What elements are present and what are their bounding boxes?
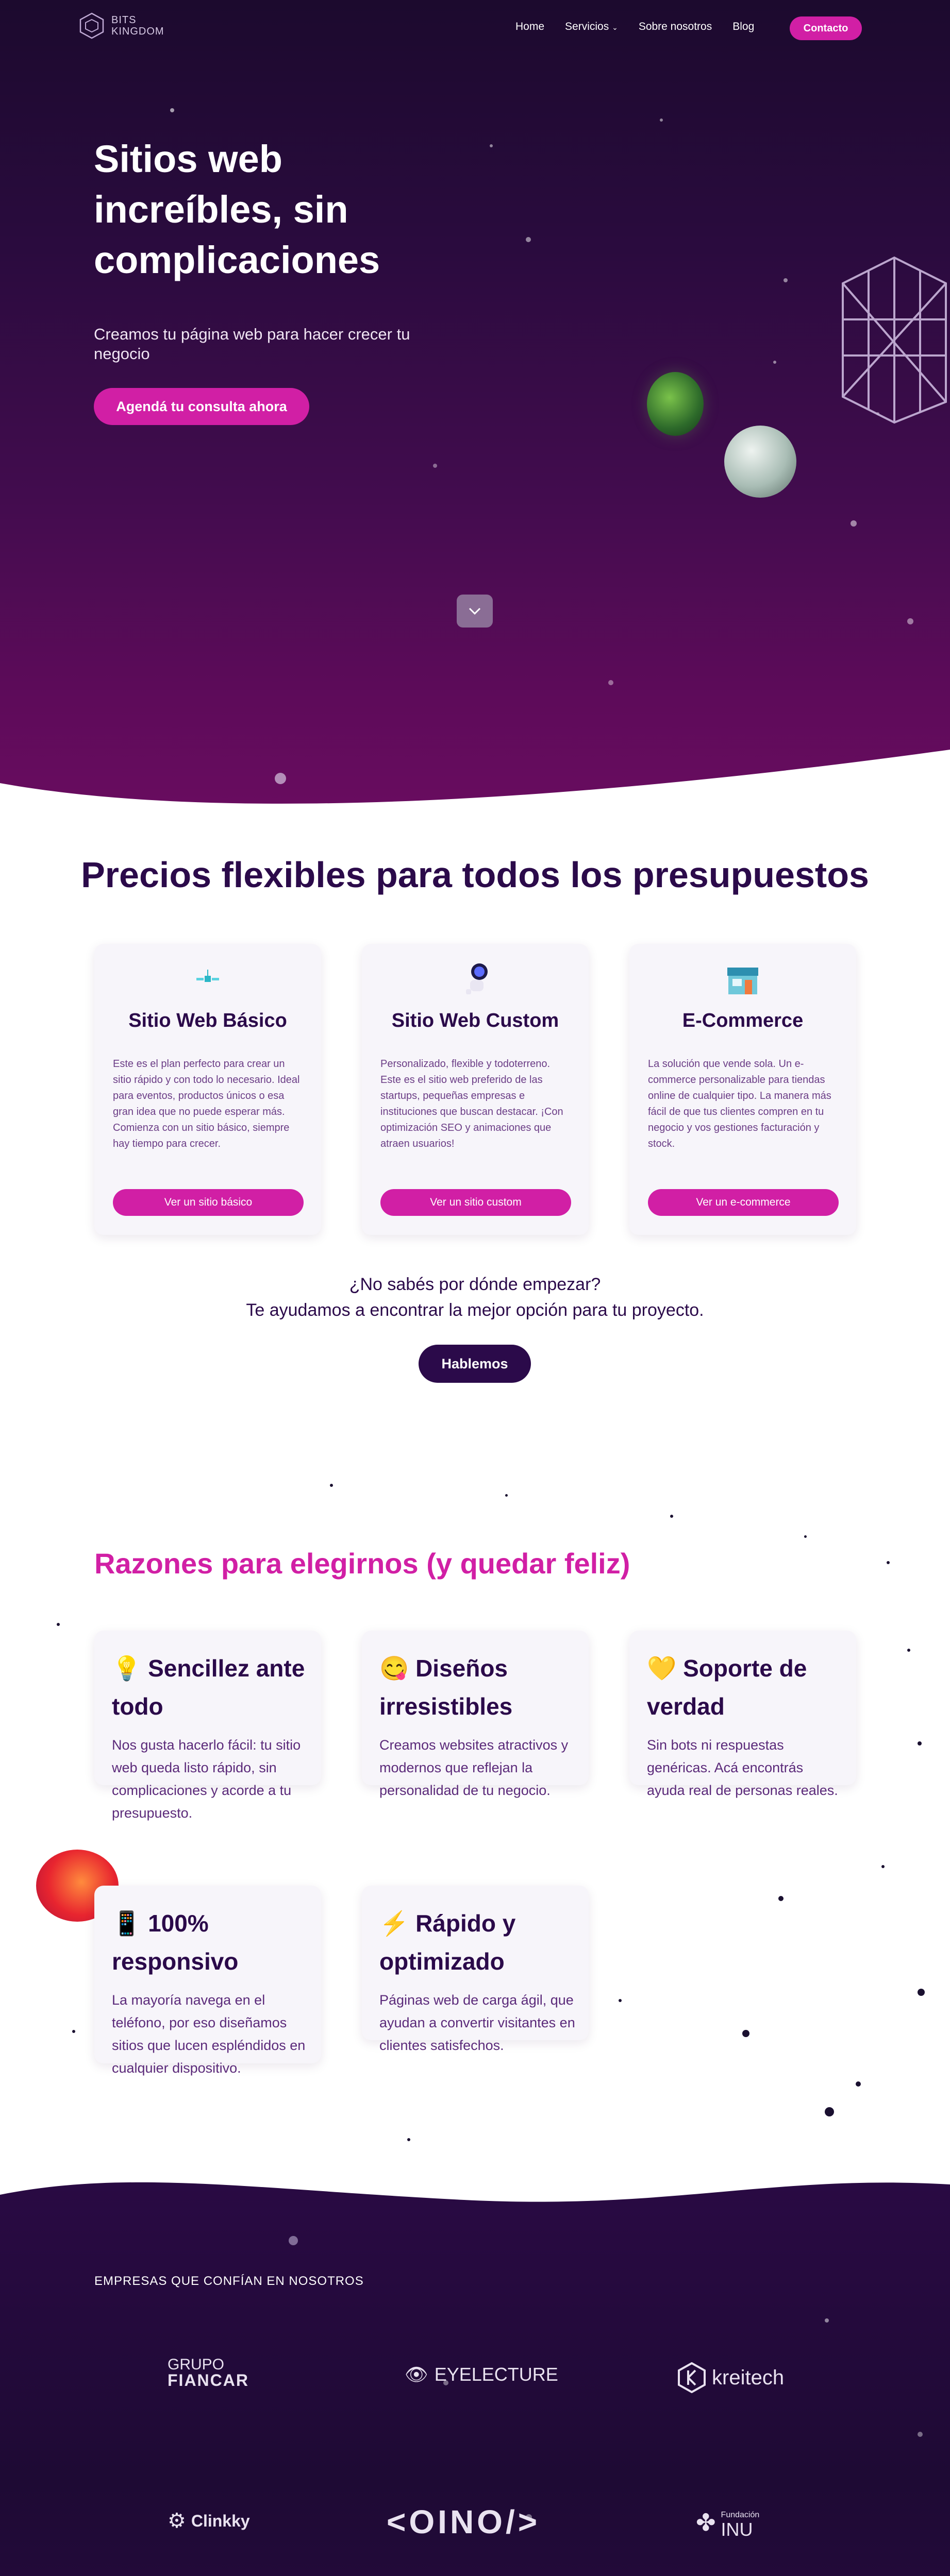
reason-card-support [629, 1631, 856, 1798]
view-ecommerce-button[interactable]: Ver un e-commerce [648, 1189, 839, 1216]
logo[interactable] [77, 11, 164, 40]
logo-line: INU [721, 2519, 753, 2540]
reason-title [379, 1649, 575, 1725]
client-logo-clinkky [168, 2509, 250, 2533]
reason-card-speed [362, 1886, 589, 2053]
hero-wave-divider [0, 747, 950, 824]
reason-title-text: Diseños irresistibles [379, 1655, 513, 1720]
eye-icon: 👁 [405, 2364, 428, 2385]
logo-text: <OINO/> [387, 2503, 541, 2540]
star [784, 278, 788, 282]
view-basic-site-button[interactable]: Ver un sitio básico [113, 1189, 304, 1216]
star [851, 520, 857, 527]
logo-line2: KINGDOM [111, 26, 164, 37]
wireframe-cube-image [838, 252, 950, 428]
card-text: Personalizado, flexible y todoterreno. Este es el sitio web preferido de las startups, pequeñas empresas e instituciones que buscan destacar. ¡Con optimización SEO y animaciones que atraen usuarios! [380, 1058, 563, 1149]
star [275, 773, 286, 784]
yellow-heart-icon: 💛 [647, 1655, 677, 1682]
reasons-wave-divider [0, 2164, 950, 2226]
reasons-section [0, 1432, 950, 2236]
reason-text: Nos gusta hacerlo fácil: tu sitio web queda listo rápido, sin complicaciones y acorde a tu presupuesto. [112, 1737, 301, 1821]
chevron-down-icon: ⌄ [612, 23, 618, 31]
star [490, 144, 493, 147]
card-title: E-Commerce [682, 1010, 804, 1031]
star [881, 1865, 885, 1868]
hexagon-k-icon [678, 2362, 706, 2393]
hero-subtitle: Creamos tu página web para hacer crecer tu negocio [94, 325, 410, 363]
store-icon [725, 963, 760, 996]
star [289, 2236, 298, 2245]
star [918, 2432, 923, 2437]
hero-title: Sitios web increíbles, sin complicaciones [94, 138, 380, 281]
star [660, 118, 663, 122]
star [742, 2030, 749, 2037]
logo-line: Fundación [721, 2511, 760, 2519]
star [804, 1535, 807, 1538]
reason-title [112, 1904, 308, 1980]
star [856, 2081, 861, 2087]
scroll-down-button[interactable] [457, 595, 493, 628]
moon-planet-image [724, 426, 796, 498]
star [170, 108, 174, 112]
astronaut-icon [460, 960, 493, 997]
client-logo-oino [387, 2503, 540, 2541]
help-line-2: Te ayudamos a encontrar la mejor opción para tu proyecto. [246, 1300, 704, 1320]
lightning-icon: ⚡ [379, 1910, 409, 1937]
star [407, 2138, 410, 2141]
logo-line: GRUPO [168, 2356, 225, 2373]
logo-text: kreitech [712, 2366, 785, 2389]
star [330, 1484, 333, 1487]
lets-talk-button[interactable]: Hablemos [419, 1345, 531, 1383]
logo-line1: BITS [111, 14, 137, 26]
pricing-card-basic [94, 944, 321, 1235]
nav-item-sobre-nosotros[interactable]: Sobre nosotros [638, 21, 712, 32]
reason-title-text: 100% responsivo [112, 1910, 239, 1975]
reason-text: Creamos websites atractivos y modernos que reflejan la personalidad de tu negocio. [379, 1737, 569, 1798]
star [825, 2107, 834, 2116]
logo-text: Clinkky [191, 2511, 250, 2530]
reason-title [647, 1649, 843, 1725]
nav-item-servicios-label: Servicios [565, 21, 609, 32]
reason-title-text: Rápido y optimizado [379, 1910, 516, 1975]
star [887, 1561, 890, 1564]
card-title: Sitio Web Básico [128, 1010, 287, 1031]
star [773, 361, 776, 364]
chevron-down-icon [468, 606, 482, 616]
reason-text: La mayoría navega en el teléfono, por eso diseñamos sitios que lucen espléndidos en cualquier dispositivo. [112, 1992, 306, 2076]
reason-title-text: Sencillez ante todo [112, 1655, 305, 1720]
hero-section [0, 0, 950, 824]
green-planet-image [647, 372, 704, 436]
dark-section [0, 2164, 950, 2576]
star [918, 1989, 925, 1996]
star [907, 618, 913, 624]
card-text: La solución que vende sola. Un e-commerce personalizable para tiendas online de cualquier tipo. La manera más fácil de que tus clientes compren en tu negocio y vos gestiones facturación y stock. [648, 1058, 831, 1149]
gear-icon: ⚙ [168, 2510, 186, 2532]
star [608, 680, 613, 685]
star [825, 2318, 829, 2323]
help-line-1: ¿No sabés por dónde empezar? [349, 1275, 601, 1294]
contact-button[interactable]: Contacto [790, 16, 862, 40]
pricing-card-custom [362, 944, 589, 1235]
client-logo-kreitech [678, 2362, 784, 2393]
client-logo-fiancar [168, 2357, 249, 2388]
reason-card-responsive [94, 1886, 321, 2076]
client-logo-inu [696, 2508, 760, 2540]
logo-text: EYELECTURE [434, 2364, 558, 2385]
satellite-icon [192, 964, 223, 995]
yum-face-icon: 😋 [379, 1655, 409, 1682]
logo-line: FIANCAR [168, 2371, 249, 2389]
star [670, 1515, 673, 1518]
view-custom-site-button[interactable]: Ver un sitio custom [380, 1189, 571, 1216]
main-nav [515, 21, 754, 33]
nav-item-blog[interactable]: Blog [732, 21, 755, 32]
star [778, 1896, 784, 1901]
card-title: Sitio Web Custom [391, 1010, 559, 1031]
hero-cta-button[interactable]: Agendá tu consulta ahora [94, 388, 309, 425]
nav-item-servicios[interactable] [565, 21, 618, 33]
pricing-title: Precios flexibles para todos los presupuestos [81, 855, 869, 895]
reason-card-simplicity [94, 1631, 321, 1821]
mobile-phone-icon: 📱 [112, 1910, 142, 1937]
pinwheel-icon: ✤ [696, 2509, 716, 2536]
star [505, 1494, 508, 1497]
reason-card-design [362, 1631, 589, 1798]
logo-icon [77, 11, 106, 40]
star [907, 1649, 910, 1652]
star [619, 1999, 622, 2002]
star [433, 464, 437, 468]
nav-item-home[interactable]: Home [515, 21, 545, 32]
reason-title [112, 1649, 308, 1725]
client-logo-eyelecture [405, 2364, 558, 2385]
reason-title-text: Soporte de verdad [647, 1655, 807, 1720]
reasons-title: Razones para elegirnos (y quedar feliz) [94, 1547, 630, 1580]
pricing-card-ecommerce [629, 944, 856, 1235]
reason-title [379, 1904, 575, 1980]
star [918, 1741, 922, 1745]
star [72, 2030, 75, 2033]
lightbulb-icon: 💡 [112, 1655, 142, 1682]
card-text: Este es el plan perfecto para crear un sitio rápido y con todo lo necesario. Ideal para eventos, productos únicos o esa gran idea que no puede esperar más. Comienza con un sitio básico, siempre hay tiempo para crecer. [113, 1058, 300, 1149]
star [57, 1623, 60, 1626]
reason-text: Páginas web de carga ágil, que ayudan a convertir visitantes en clientes satisfechos. [379, 1992, 575, 2053]
clients-title: EMPRESAS QUE CONFÍAN EN NOSOTROS [94, 2274, 364, 2288]
reason-text: Sin bots ni respuestas genéricas. Acá encontrás ayuda real de personas reales. [647, 1737, 838, 1798]
star [526, 237, 531, 242]
